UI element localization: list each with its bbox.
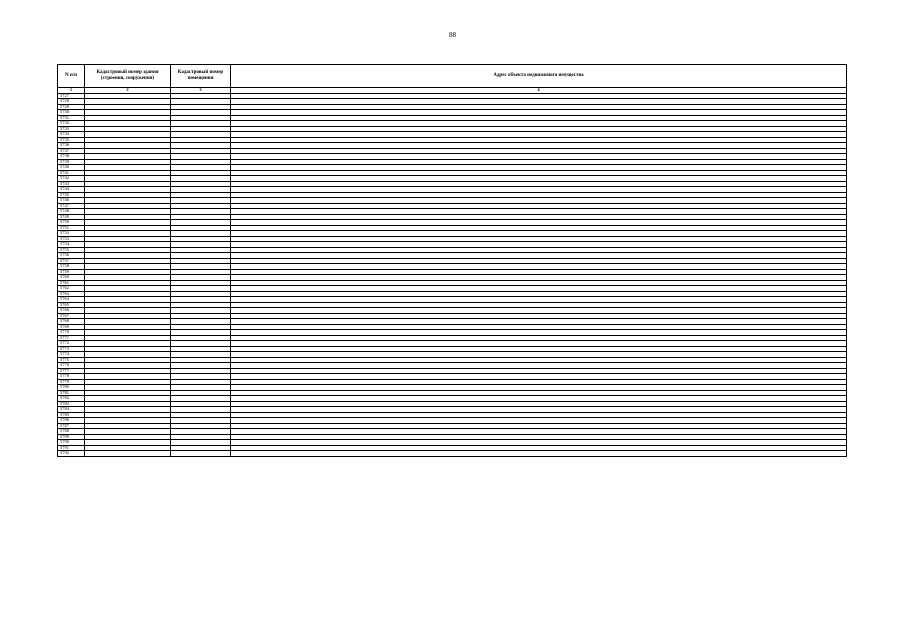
- row-number: 5737: [58, 148, 85, 154]
- row-number: 5768: [58, 319, 85, 325]
- row-number: 5789: [58, 434, 85, 440]
- column-number: 4: [231, 88, 847, 94]
- row-number: 5755: [58, 247, 85, 253]
- row-number: 5761: [58, 280, 85, 286]
- row-number: 5786: [58, 418, 85, 424]
- column-number: 1: [58, 88, 85, 94]
- header-property-address: Адрес объекта недвижимого имущества: [231, 65, 847, 88]
- row-number: 5741: [58, 170, 85, 176]
- row-number: 5769: [58, 324, 85, 330]
- building-cadastral-number: [85, 451, 171, 457]
- row-number: 5727: [58, 93, 85, 99]
- row-number: 5782: [58, 396, 85, 402]
- header-building-cadastral-number: Кадастровый номер здания (строения, сооружения): [85, 65, 171, 88]
- table-row: [58, 451, 847, 457]
- row-number: 5788: [58, 429, 85, 435]
- row-number: 5756: [58, 253, 85, 259]
- row-number: 5739: [58, 159, 85, 165]
- row-number: 5747: [58, 203, 85, 209]
- row-number: 5790: [58, 440, 85, 446]
- row-number: 5787: [58, 423, 85, 429]
- row-number: 5749: [58, 214, 85, 220]
- row-number: 5776: [58, 363, 85, 369]
- row-number: 5778: [58, 374, 85, 380]
- header-row-number: N п/п: [58, 65, 85, 88]
- row-number: 5785: [58, 412, 85, 418]
- row-number: 5740: [58, 165, 85, 171]
- row-number: 5772: [58, 341, 85, 347]
- row-number: 5750: [58, 220, 85, 226]
- row-number: 5735: [58, 137, 85, 143]
- row-number: 5759: [58, 269, 85, 275]
- row-number: 5734: [58, 132, 85, 138]
- row-number: 5738: [58, 154, 85, 160]
- row-number: 5775: [58, 357, 85, 363]
- row-number: 5748: [58, 209, 85, 215]
- row-number: 5752: [58, 231, 85, 237]
- row-number: 5751: [58, 225, 85, 231]
- row-number: 5760: [58, 275, 85, 281]
- table-body: [58, 93, 847, 456]
- row-number: 5774: [58, 352, 85, 358]
- row-number: 5766: [58, 308, 85, 314]
- property-registry-table: [57, 64, 847, 457]
- row-number: 5764: [58, 297, 85, 303]
- column-number: 3: [171, 88, 231, 94]
- row-number: 5791: [58, 445, 85, 451]
- row-number: 5763: [58, 291, 85, 297]
- row-number: 5781: [58, 390, 85, 396]
- row-number: 5783: [58, 401, 85, 407]
- row-number: 5733: [58, 126, 85, 132]
- row-number: 5770: [58, 330, 85, 336]
- column-number: 2: [85, 88, 171, 94]
- row-number: 5780: [58, 385, 85, 391]
- row-number: 5732: [58, 121, 85, 127]
- row-number: 5743: [58, 181, 85, 187]
- property-address: [231, 451, 847, 457]
- row-number: 5736: [58, 143, 85, 149]
- row-number: 5757: [58, 258, 85, 264]
- room-cadastral-number: [171, 451, 231, 457]
- row-number: 5777: [58, 368, 85, 374]
- row-number: 5767: [58, 313, 85, 319]
- row-number: 5771: [58, 335, 85, 341]
- row-number: 5729: [58, 104, 85, 110]
- row-number: 5773: [58, 346, 85, 352]
- row-number: 5779: [58, 379, 85, 385]
- row-number: 5742: [58, 176, 85, 182]
- table-header-row: [58, 65, 847, 88]
- row-number: 5758: [58, 264, 85, 270]
- row-number: 5792: [58, 451, 85, 457]
- row-number: 5745: [58, 192, 85, 198]
- row-number: 5728: [58, 99, 85, 105]
- row-number: 5784: [58, 407, 85, 413]
- row-number: 5753: [58, 236, 85, 242]
- row-number: 5754: [58, 242, 85, 248]
- row-number: 5765: [58, 302, 85, 308]
- row-number: 5731: [58, 115, 85, 121]
- row-number: 5730: [58, 110, 85, 116]
- row-number: 5744: [58, 187, 85, 193]
- header-room-cadastral-number: Кадастровый номер помещения: [171, 65, 231, 88]
- row-number: 5746: [58, 198, 85, 204]
- page-number: 88: [449, 31, 456, 39]
- row-number: 5762: [58, 286, 85, 292]
